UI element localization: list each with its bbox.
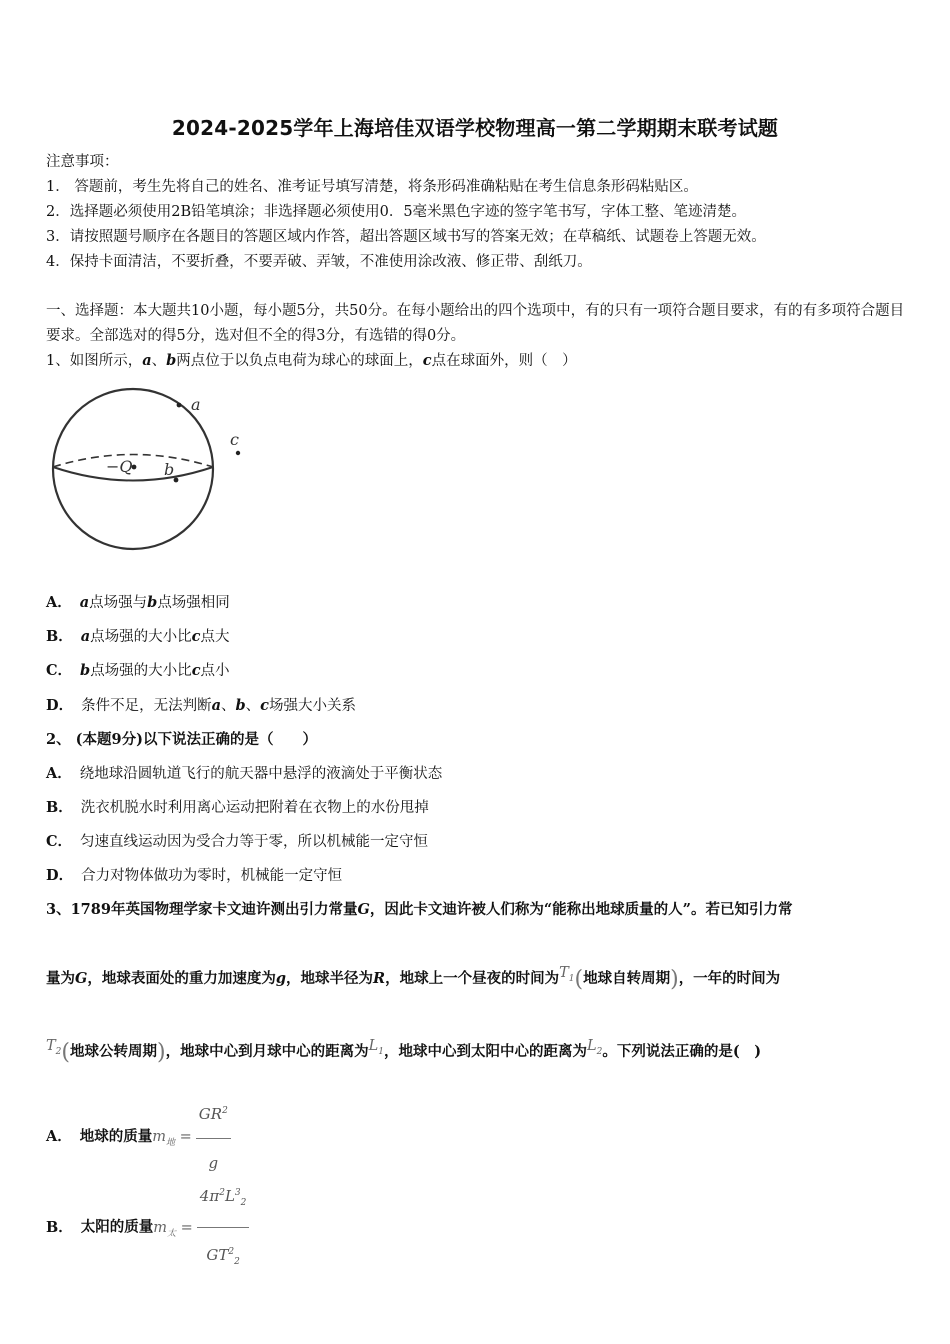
- q3-option-a[interactable]: A． 地球的质量$m_地$ = $\frac{GR^2}{g}$: [46, 1088, 231, 1186]
- symbol-t1: $T_1$: [559, 965, 575, 984]
- q3-option-b[interactable]: B． 太阳的质量$m_太$ = $\frac{4\pi^2L^3_2}{GT^2_2}$: [46, 1170, 249, 1285]
- notice-item: 4．保持卡面清洁，不要折叠，不要弄破、弄皱，不准使用涂改液、修正带、刮纸刀。: [46, 254, 592, 270]
- q2-option-b[interactable]: B． 洗衣机脱水时利用离心运动把附着在衣物上的水份甩掉: [46, 799, 429, 816]
- formula-sun-mass: $m_太$ = $\frac{4\pi^2L^3_2}{GT^2_2}$: [153, 1220, 249, 1236]
- point-c-dot: [236, 451, 240, 455]
- section-intro: 一、选择题：本大题共10小题，每小题5分，共50分。在每小题给出的四个选项中，有的只有一项符合题目要求，有的有多项符合题目要求。全部选对的得5分，选对但不全的得3分，有选错的得0分。: [46, 303, 905, 344]
- q1-option-c[interactable]: C． b点场强的大小比c点小: [46, 662, 230, 679]
- notice-item: 3．请按照题号顺序在各题目的答题区域内作答，超出答题区域书写的答案无效；在草稿纸、试题卷上答题无效。: [46, 229, 766, 245]
- point-b-label: b: [164, 460, 175, 479]
- point-a-dot: [177, 403, 182, 408]
- question-3-stem-line-3: $T_2$(地球公转周期)，地球中心到月球中心的距离为$L_1$，地球中心到太阳中心的距离为$L_2$。下列说法正确的是( ): [46, 1038, 762, 1065]
- symbol-l1: $L_1$: [368, 1038, 384, 1057]
- charge-q-label: −Q: [106, 457, 133, 476]
- symbol-l2: $L_2$: [586, 1038, 603, 1057]
- q1-option-b[interactable]: B． a点场强的大小比c点大: [46, 628, 230, 645]
- question-3-stem-line-1: 3、1789年英国物理学家卡文迪许测出引力常量G，因此卡文迪许被人们称为“能称出地球质量的人”。若已知引力常: [46, 901, 793, 918]
- point-a-label: a: [191, 395, 201, 414]
- sphere-figure: [46, 384, 256, 554]
- q2-option-c[interactable]: C． 匀速直线运动因为受合力等于零，所以机械能一定守恒: [46, 833, 429, 850]
- question-3-stem-line-2: 量为G，地球表面处的重力加速度为g，地球半径为R，地球上一个昼夜的时间为$T_1$(地球自转周期)，一年的时间为: [46, 965, 781, 992]
- notice-item: 1． 答题前，考生先将自己的姓名、准考证号填写清楚，将条形码准确粘贴在考生信息条形码粘贴区。: [46, 179, 698, 195]
- question-2-stem: 2、 (本题9分)以下说法正确的是（ ）: [46, 731, 317, 748]
- symbol-t2: $T_2$: [46, 1038, 62, 1057]
- point-b-dot: [174, 478, 179, 483]
- q1-option-d[interactable]: D． 条件不足，无法判断a、b、c场强大小关系: [46, 697, 356, 714]
- notice-heading: 注意事项：: [46, 154, 119, 170]
- q2-option-d[interactable]: D． 合力对物体做功为零时，机械能一定守恒: [46, 867, 343, 884]
- q1-option-a[interactable]: A． a点场强与b点场强相同: [46, 594, 230, 611]
- point-c-label: c: [230, 430, 239, 449]
- page-title: 2024-2025学年上海培佳双语学校物理高一第二学期期末联考试题: [171, 116, 779, 140]
- q2-option-a[interactable]: A． 绕地球沿圆轨道飞行的航天器中悬浮的液滴处于平衡状态: [46, 765, 443, 782]
- formula-earth-mass: $m_地$ = $\frac{GR^2}{g}$: [152, 1129, 231, 1145]
- question-1-stem: 1、如图所示，a、b两点位于以负点电荷为球心的球面上，c点在球面外，则（ ）: [46, 352, 577, 369]
- notice-item: 2．选择题必须使用2B铅笔填涂；非选择题必须使用0．5毫米黑色字迹的签字笔书写，字体工整、笔迹清楚。: [46, 204, 747, 220]
